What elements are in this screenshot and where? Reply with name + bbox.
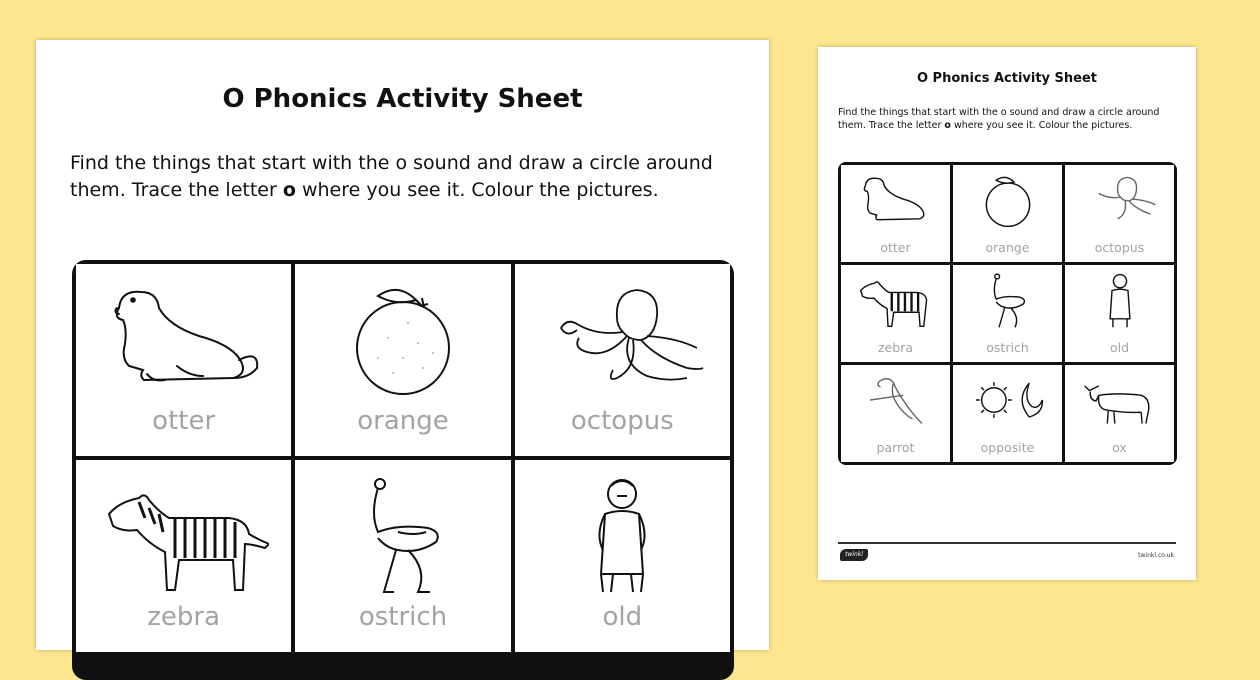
picture-grid <box>72 260 734 680</box>
instructions-line-2b: where you see it. Colour the pictures. <box>295 179 659 201</box>
ox-icon <box>1080 371 1160 429</box>
grid-cell-opposite[interactable] <box>953 365 1062 462</box>
sun-moon-icon <box>968 371 1048 429</box>
zebra-icon <box>99 474 269 594</box>
page-title: O Phonics Activity Sheet <box>222 84 583 114</box>
item-word: zebra <box>147 602 221 632</box>
grid-cell-old[interactable] <box>515 460 730 652</box>
grid-cell-otter[interactable] <box>76 264 291 456</box>
grid-cell-octopus[interactable] <box>515 264 730 456</box>
grid-cell-zebra[interactable] <box>76 460 291 652</box>
ostrich-icon <box>318 474 488 594</box>
grid-cell-ox[interactable] <box>1065 365 1174 462</box>
grid-cell-ostrich[interactable] <box>295 460 510 652</box>
item-word: parrot <box>876 440 915 455</box>
zebra-icon <box>856 271 936 329</box>
item-word: orange <box>985 240 1030 255</box>
old-person-icon <box>1080 271 1160 329</box>
instructions-letter: o <box>282 179 296 201</box>
instructions-line-2b: where you see it. Colour the pictures. <box>950 120 1133 131</box>
main-worksheet <box>36 40 769 650</box>
instructions-line-1: Find the things that start with the o sound and draw a circle around <box>70 152 713 174</box>
item-word: zebra <box>878 340 913 355</box>
preview-worksheet <box>818 47 1196 580</box>
item-word: old <box>1109 340 1130 355</box>
instructions <box>838 106 1178 132</box>
grid-cell-orange[interactable] <box>295 264 510 456</box>
item-word: ostrich <box>986 340 1029 355</box>
picture-grid <box>838 162 1177 465</box>
old-person-icon <box>537 474 707 594</box>
grid-cell-parrot[interactable] <box>841 365 950 462</box>
item-word: octopus <box>570 406 674 436</box>
instructions-line-2a: them. Trace the letter <box>838 120 945 131</box>
item-word: ostrich <box>358 602 448 632</box>
item-word: octopus <box>1094 240 1145 255</box>
grid-cell-otter[interactable] <box>841 165 950 262</box>
page-title: O Phonics Activity Sheet <box>916 71 1098 86</box>
item-word: otter <box>880 240 911 255</box>
otter-icon <box>99 278 269 398</box>
twinkl-logo: twinkl <box>840 549 868 561</box>
item-word: orange <box>357 406 449 436</box>
orange-icon <box>968 171 1048 229</box>
ostrich-icon <box>968 271 1048 329</box>
grid-cell-zebra[interactable] <box>841 265 950 362</box>
grid-cell-orange[interactable] <box>953 165 1062 262</box>
octopus-icon <box>537 278 707 398</box>
item-word: otter <box>152 406 216 436</box>
parrot-icon <box>856 371 936 429</box>
item-word: old <box>602 602 643 632</box>
item-word: ox <box>1112 440 1127 455</box>
footer-divider <box>838 542 1176 544</box>
instructions-line-1: Find the things that start with the o sound and draw a circle around <box>838 107 1160 118</box>
grid-cell-octopus[interactable] <box>1065 165 1174 262</box>
instructions-letter: o <box>944 120 951 131</box>
octopus-icon <box>1080 171 1160 229</box>
instructions-line-2a: them. Trace the letter <box>70 179 283 201</box>
otter-icon <box>856 171 936 229</box>
grid-cell-old[interactable] <box>1065 265 1174 362</box>
grid-cell-ostrich[interactable] <box>953 265 1062 362</box>
instructions <box>70 150 750 204</box>
footer-url: twinkl.co.uk <box>1138 552 1174 559</box>
item-word: opposite <box>980 440 1035 455</box>
orange-icon <box>318 278 488 398</box>
